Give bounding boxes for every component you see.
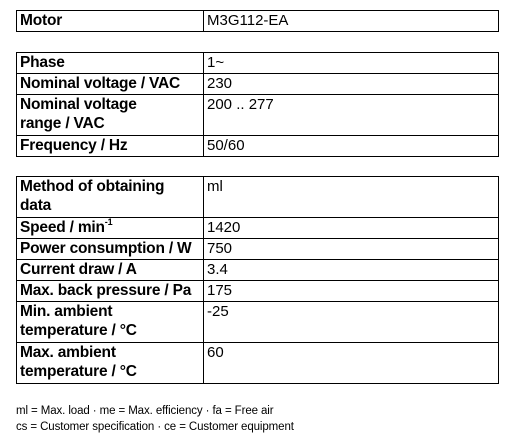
speed-label-text: Speed / min — [20, 219, 105, 236]
current-draw-value: 3.4 — [204, 260, 499, 281]
legend-notes — [16, 403, 294, 435]
method-label-line1: Method of obtaining — [20, 178, 165, 195]
nominal-voltage-label: Nominal voltage / VAC — [17, 74, 204, 95]
frequency-label: Frequency / Hz — [17, 136, 204, 157]
min-ambient-label — [17, 302, 204, 343]
table-row — [17, 95, 499, 136]
max-ambient-value: 60 — [204, 343, 499, 384]
speed-label — [17, 218, 204, 239]
back-pressure-value: 175 — [204, 281, 499, 302]
table-row — [17, 239, 499, 260]
voltage-range-label-line1: Nominal voltage — [20, 96, 137, 113]
phase-label: Phase — [17, 53, 204, 74]
legend-note-line1: ml = Max. load · me = Max. efficiency · fa = Free air — [16, 405, 274, 417]
table-row — [17, 74, 499, 95]
current-draw-label: Current draw / A — [17, 260, 204, 281]
min-ambient-label-line1: Min. ambient — [20, 303, 113, 320]
voltage-range-value: 200 .. 277 — [204, 95, 499, 136]
performance-table — [16, 176, 499, 384]
method-label-line2: data — [20, 197, 52, 214]
method-label — [17, 177, 204, 218]
motor-label: Motor — [17, 11, 204, 32]
power-consumption-value: 750 — [204, 239, 499, 260]
frequency-value: 50/60 — [204, 136, 499, 157]
phase-value: 1~ — [204, 53, 499, 74]
speed-label-exponent: -1 — [104, 217, 113, 227]
method-value: ml — [204, 177, 499, 218]
voltage-range-label-line2: range / VAC — [20, 115, 105, 132]
min-ambient-label-line2: temperature / °C — [20, 322, 137, 339]
max-ambient-label-line1: Max. ambient — [20, 344, 116, 361]
power-consumption-label: Power consumption / W — [17, 239, 204, 260]
table-row — [17, 302, 499, 343]
min-ambient-value: -25 — [204, 302, 499, 343]
table-row — [17, 177, 499, 218]
motor-value: M3G112-EA — [204, 11, 499, 32]
table-row — [17, 218, 499, 239]
max-ambient-label — [17, 343, 204, 384]
nominal-voltage-value: 230 — [204, 74, 499, 95]
table-row — [17, 53, 499, 74]
back-pressure-label: Max. back pressure / Pa — [17, 281, 204, 302]
voltage-range-label — [17, 95, 204, 136]
table-row — [17, 11, 499, 32]
max-ambient-label-line2: temperature / °C — [20, 363, 137, 380]
table-row — [17, 260, 499, 281]
table-row — [17, 281, 499, 302]
electrical-table — [16, 52, 499, 157]
table-row — [17, 136, 499, 157]
table-row — [17, 343, 499, 384]
speed-value: 1420 — [204, 218, 499, 239]
motor-table — [16, 10, 499, 32]
legend-note-line2: cs = Customer specification · ce = Customer equipment — [16, 421, 294, 433]
